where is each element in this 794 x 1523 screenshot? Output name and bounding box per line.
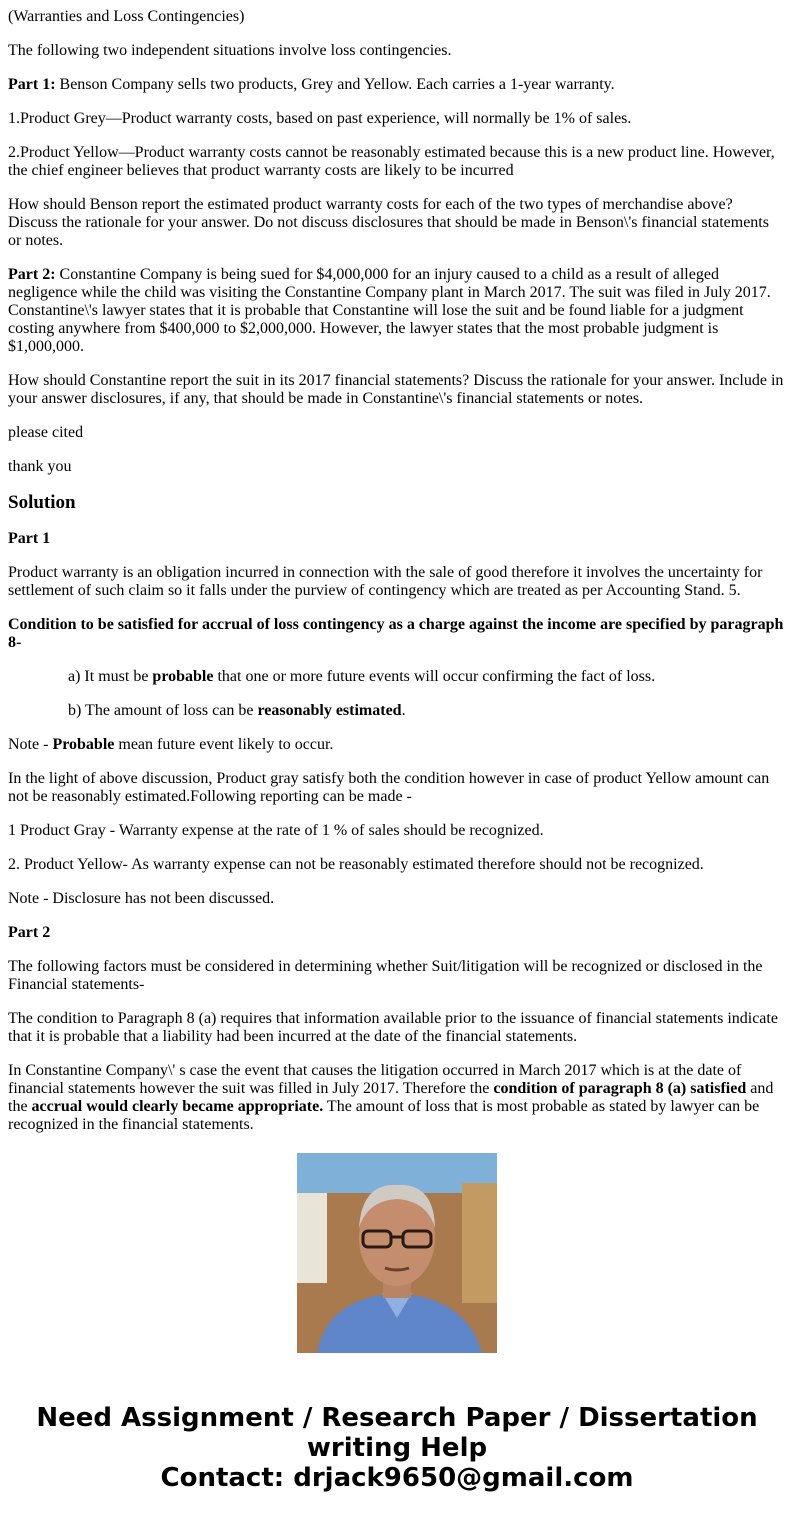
part2-label: Part 2: bbox=[8, 266, 56, 283]
solution-part1-heading bbox=[8, 530, 786, 548]
bold-text: reasonably estimated bbox=[257, 702, 402, 719]
bold-text: accrual would clearly became appropriate. bbox=[31, 1098, 324, 1115]
condition-heading bbox=[8, 616, 786, 652]
part2-question bbox=[8, 266, 786, 356]
text: and the bbox=[8, 1080, 774, 1115]
reporting-grey: 1 Product Gray - Warranty expense at the rate of 1 % of sales should be recognized. bbox=[8, 822, 544, 839]
text: In Constantine Company\' s case the event that causes the litigation occurred in March 2017 which is at the date of financial statements however the suit was filled in July 2017. Therefore the bbox=[8, 1062, 742, 1097]
bold-text: probable bbox=[152, 668, 214, 685]
solution-paragraph: The condition to Paragraph 8 (a) requires that information available prior to the issuance of financial statements indicate that it is probable that a liability had been incurred at the date of the financial statements. bbox=[8, 1010, 778, 1045]
part2-text: Constantine Company is being sued for $4,000,000 for an injury caused to a child as a result of alleged negligence while the child was visiting the Constantine Company plant in March 2017. The suit was filed in July 2017. Constantine\'s lawyer states that it is probable that Constantine will lose the suit and be found liable for a judgment costing anywhere from $400,000 to $2,000,000. However, the lawyer states that the most probable judgment is $1,000,000. bbox=[8, 266, 771, 355]
part1-question bbox=[8, 76, 786, 94]
note-disclosure: Note - Disclosure has not been discussed. bbox=[8, 890, 275, 907]
condition-heading-text: Condition to be satisfied for accrual of loss contingency as a charge against the income are specified by paragraph 8- bbox=[8, 616, 784, 651]
part1-label: Part 1: bbox=[8, 76, 56, 93]
cite-request: please cited bbox=[8, 424, 84, 441]
document-body bbox=[8, 0, 786, 1133]
bold-text: Probable bbox=[52, 736, 115, 753]
question-2: How should Constantine report the suit in its 2017 financial statements? Discuss the rationale for your answer. Include in your answer disclosures, if any, that should be made in Constantine\'s financial statements or notes. bbox=[8, 372, 784, 407]
text: Note - bbox=[8, 736, 53, 753]
thanks: thank you bbox=[8, 458, 72, 475]
solution-paragraph: Product warranty is an obligation incurred in connection with the sale of good therefore it involves the uncertainty for settlement of such claim so it falls under the purview of contingency which are treated as per Accounting Stand. 5. bbox=[8, 564, 763, 599]
solution-paragraph bbox=[8, 1062, 786, 1134]
text: mean future event likely to occur. bbox=[114, 736, 334, 753]
portrait-image bbox=[297, 1153, 497, 1353]
question-intro: The following two independent situations involve loss contingencies. bbox=[8, 42, 452, 59]
text: b) The amount of loss can be bbox=[68, 702, 258, 719]
banner-contact: Contact: drjack9650@gmail.com bbox=[160, 1463, 634, 1493]
text: a) It must be bbox=[68, 668, 153, 685]
question-title: (Warranties and Loss Contingencies) bbox=[8, 8, 245, 25]
tutor-photo bbox=[297, 1153, 497, 1353]
bold-text: condition of paragraph 8 (a) satisfied bbox=[493, 1080, 747, 1097]
solution-heading: Solution bbox=[8, 492, 76, 513]
solution-part2-heading bbox=[8, 924, 786, 942]
part1-text: Benson Company sells two products, Grey and Yellow. Each carries a 1-year warranty. bbox=[55, 76, 615, 93]
note-probable bbox=[8, 736, 786, 754]
text: that one or more future events will occur confirming the fact of loss. bbox=[213, 668, 656, 685]
item-yellow: 2.Product Yellow—Product warranty costs cannot be reasonably estimated because this is a new product line. However, the chief engineer believes that product warranty costs are likely to be incurred bbox=[8, 144, 775, 179]
item-grey: 1.Product Grey—Product warranty costs, based on past experience, will normally be 1% of sales. bbox=[8, 110, 632, 127]
part2-heading-text: Part 2 bbox=[8, 924, 51, 941]
text: . bbox=[401, 702, 406, 719]
question-1: How should Benson report the estimated product warranty costs for each of the two types of merchandise above? Discuss the rationale for your answer. Do not discuss disclosures that should be made in Benson\'s financial statements or notes. bbox=[8, 196, 769, 249]
condition-a bbox=[8, 668, 786, 686]
part1-heading-text: Part 1 bbox=[8, 530, 51, 547]
promo-banner bbox=[0, 1403, 794, 1493]
solution-paragraph: In the light of above discussion, Product gray satisfy both the condition however in case of product Yellow amount can not be reasonably estimated.Following reporting can be made - bbox=[8, 770, 770, 805]
solution-paragraph: The following factors must be considered in determining whether Suit/litigation will be recognized or disclosed in the Financial statements- bbox=[8, 958, 763, 993]
condition-b bbox=[8, 702, 786, 720]
reporting-yellow: 2. Product Yellow- As warranty expense can not be reasonably estimated therefore should not be recognized. bbox=[8, 856, 704, 873]
text: The amount of loss that is most probable as stated by lawyer can be recognized in the financial statements. bbox=[8, 1098, 760, 1133]
banner-line-1: Need Assignment / Research Paper / Dissertation writing Help bbox=[36, 1403, 758, 1463]
